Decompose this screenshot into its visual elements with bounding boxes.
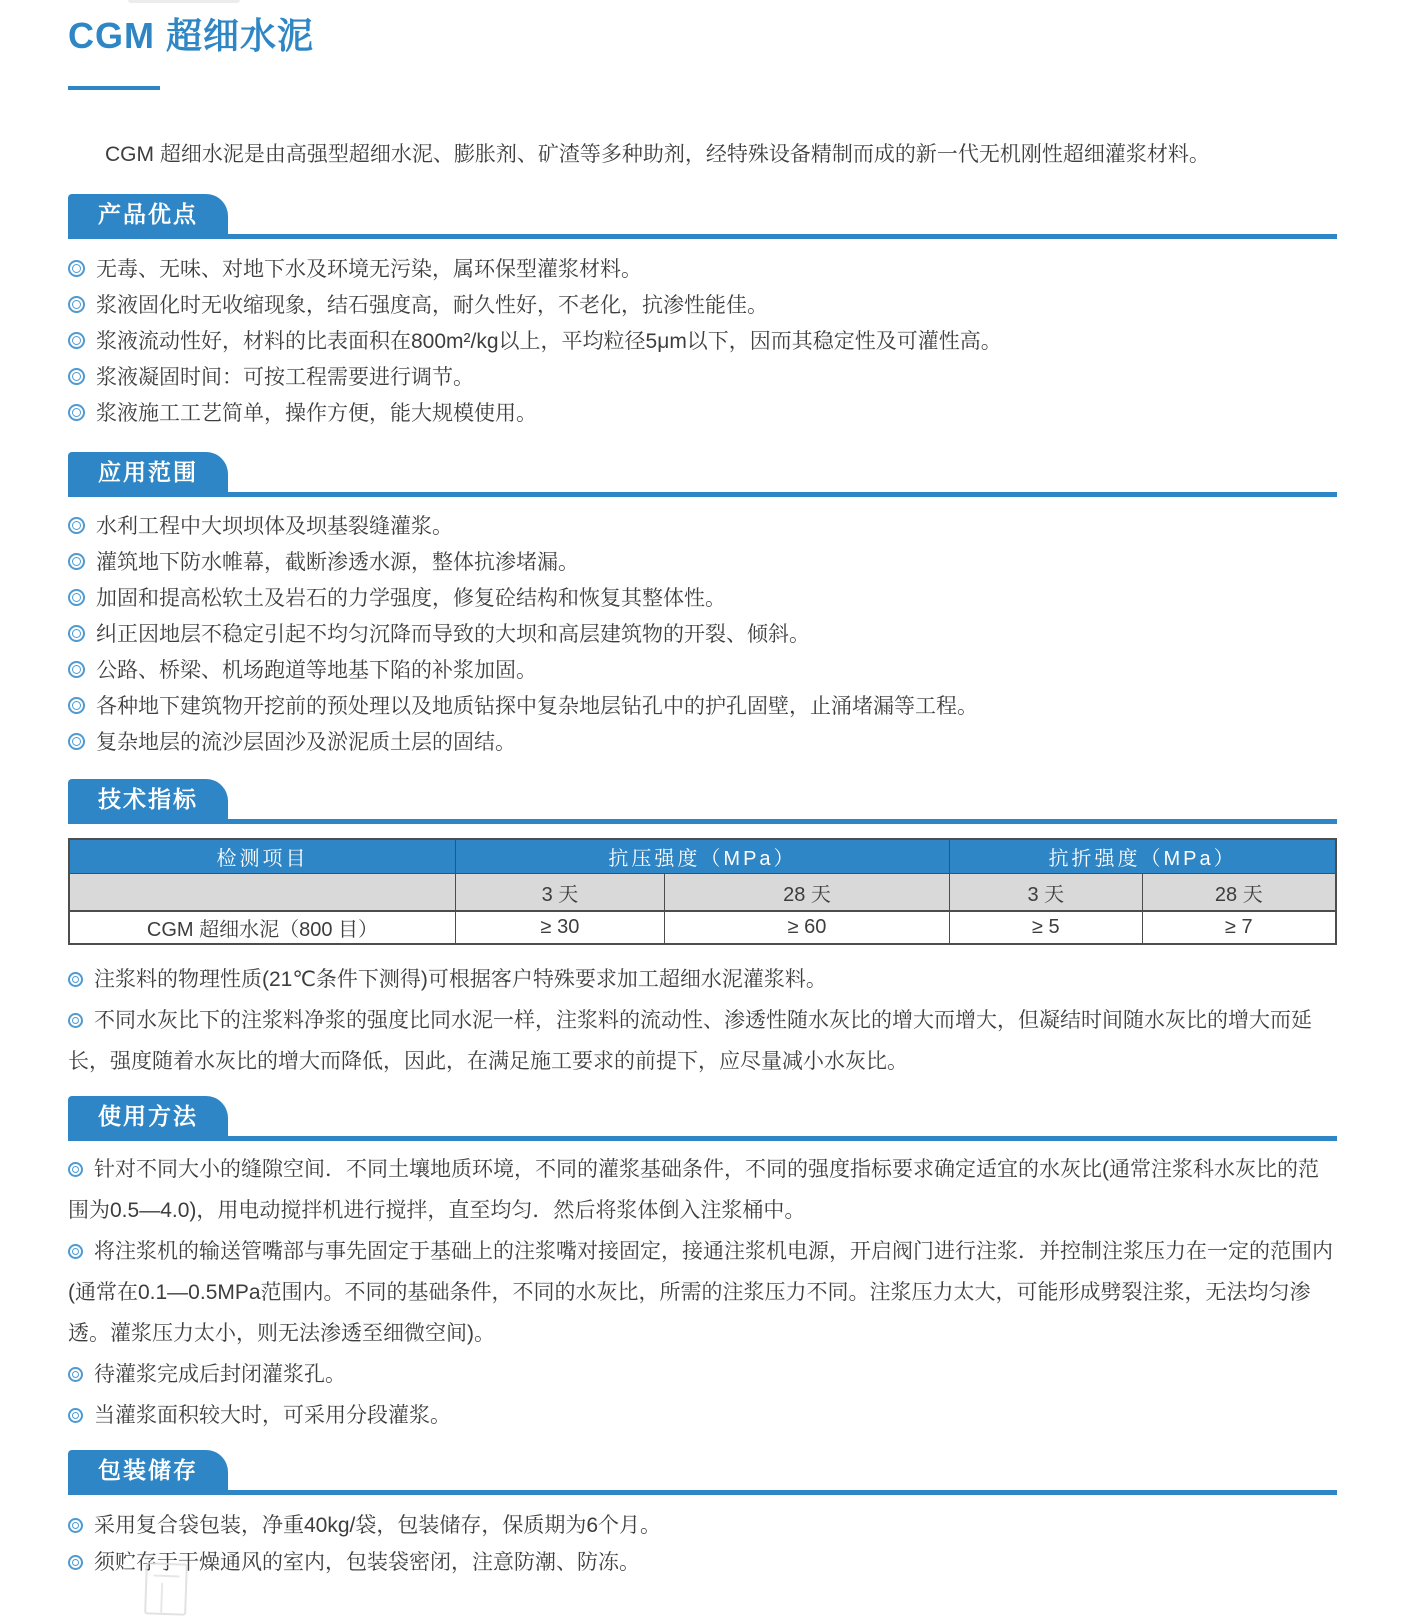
list-item-text: 浆液固化时无收缩现象，结石强度高，耐久性好，不老化，抗渗性能佳。 — [96, 294, 768, 317]
note-paragraph — [68, 1000, 1337, 1082]
list-item — [68, 509, 1337, 545]
table-row — [69, 911, 1336, 944]
table-subheader-row — [69, 874, 1336, 912]
bullet-icon — [68, 589, 85, 606]
applications-list — [68, 509, 1337, 761]
note-paragraph — [68, 959, 1337, 1000]
bullet-icon — [68, 1555, 83, 1570]
list-item-text: 复杂地层的流沙层固沙及淤泥质土层的固结。 — [96, 731, 516, 754]
bullet-icon — [68, 625, 85, 642]
table-subheader-3d: 3 天 — [950, 874, 1143, 912]
table-subheader-empty — [69, 874, 455, 912]
note-text: 不同水灰比下的注浆料净浆的强度比同水泥一样，注浆料的流动性、渗透性随水灰比的增大而增大，但凝结时间随水灰比的增大而延长，强度随着水灰比的增大而降低，因此，在满足施工要求的前提下，应尽量减小水灰比。 — [68, 1009, 1312, 1073]
list-item-text: 采用复合袋包装，净重40kg/袋，包装储存，保质期为6个月。 — [94, 1514, 662, 1537]
table-header-row — [69, 839, 1336, 874]
list-item — [68, 725, 1337, 761]
table-cell-value: ≥ 7 — [1142, 911, 1336, 944]
list-item-text: 水利工程中大坝坝体及坝基裂缝灌浆。 — [96, 515, 453, 538]
bullet-icon — [68, 1518, 83, 1533]
bullet-icon — [68, 661, 85, 678]
section-rule — [68, 1136, 1337, 1141]
usage-text: 当灌浆面积较大时，可采用分段灌浆。 — [94, 1404, 451, 1427]
list-item-text: 纠正因地层不稳定引起不均匀沉降而导致的大坝和高层建筑物的开裂、倾斜。 — [96, 623, 810, 646]
list-item-text: 公路、桥梁、机场跑道等地基下陷的补浆加固。 — [96, 659, 537, 682]
bullet-icon — [68, 368, 85, 385]
bullet-icon — [68, 260, 85, 277]
table-cell-value: ≥ 60 — [664, 911, 949, 944]
note-text: 注浆料的物理性质(21℃条件下测得)可根据客户特殊要求加工超细水泥灌浆料。 — [94, 968, 827, 991]
section-header-applications — [68, 452, 1337, 497]
section-header-advantages — [68, 194, 1337, 239]
bullet-icon — [68, 517, 85, 534]
table-subheader-3d: 3 天 — [455, 874, 664, 912]
list-item-text: 浆液施工工艺简单，操作方便，能大规模使用。 — [96, 402, 537, 425]
list-item — [68, 689, 1337, 725]
usage-paragraph — [68, 1395, 1337, 1436]
list-item-text: 无毒、无味、对地下水及环境无污染，属环保型灌浆材料。 — [96, 258, 642, 281]
bullet-icon — [68, 1408, 83, 1423]
list-item-text: 各种地下建筑物开挖前的预处理以及地质钻探中复杂地层钻孔中的护孔固壁，止涌堵漏等工程。 — [96, 695, 978, 718]
bullet-icon — [68, 1367, 83, 1382]
list-item — [68, 617, 1337, 653]
table-cell-value: ≥ 5 — [950, 911, 1143, 944]
bullet-icon — [68, 733, 85, 750]
section-rule — [68, 492, 1337, 497]
table-header-compressive: 抗压强度（MPa） — [455, 839, 949, 874]
list-item — [68, 545, 1337, 581]
section-tab-specs: 技术指标 — [68, 779, 228, 819]
section-rule — [68, 234, 1337, 239]
section-tab-usage: 使用方法 — [68, 1096, 228, 1136]
title-underline — [68, 86, 160, 90]
usage-text: 针对不同大小的缝隙空间．不同土壤地质环境，不同的灌浆基础条件，不同的强度指标要求确定适宜的水灰比(通常注浆科水灰比的范围为0.5—4.0)，用电动搅拌机进行搅拌，直至均匀．然后将浆体倒入注浆桶中。 — [68, 1158, 1319, 1222]
list-item — [68, 288, 1337, 324]
list-item — [68, 360, 1337, 396]
list-item-text: 加固和提高松软土及岩石的力学强度，修复砼结构和恢复其整体性。 — [96, 587, 726, 610]
section-rule — [68, 1490, 1337, 1495]
section-tab-packaging: 包装储存 — [68, 1450, 228, 1490]
spec-table — [68, 838, 1337, 945]
list-item-text: 灌筑地下防水帷幕，截断渗透水源，整体抗渗堵漏。 — [96, 551, 579, 574]
intro-paragraph: CGM 超细水泥是由高强型超细水泥、膨胀剂、矿渣等多种助剂，经特殊设备精制而成的新一代无机刚性超细灌浆材料。 — [105, 143, 1210, 166]
section-rule — [68, 819, 1337, 824]
bullet-icon — [68, 404, 85, 421]
list-item — [68, 396, 1337, 432]
table-subheader-28d: 28 天 — [1142, 874, 1336, 912]
table-header-flexural: 抗折强度（MPa） — [950, 839, 1336, 874]
bullet-icon — [68, 332, 85, 349]
usage-paragraph — [68, 1149, 1337, 1231]
table-subheader-28d: 28 天 — [664, 874, 949, 912]
bullet-icon — [68, 1162, 83, 1177]
list-item — [68, 324, 1337, 360]
bullet-icon — [68, 697, 85, 714]
list-item-text: 浆液凝固时间：可按工程需要进行调节。 — [96, 366, 474, 389]
watermark-ghost-image — [144, 1562, 188, 1615]
bullet-icon — [68, 972, 83, 987]
table-cell-value: ≥ 30 — [455, 911, 664, 944]
bullet-icon — [68, 1244, 83, 1259]
list-item — [68, 653, 1337, 689]
list-item-text: 须贮存于干燥通风的室内，包装袋密闭，注意防潮、防冻。 — [94, 1551, 640, 1574]
list-item — [68, 252, 1337, 288]
bullet-icon — [68, 296, 85, 313]
section-header-specs — [68, 779, 1337, 824]
advantages-list — [68, 252, 1337, 432]
table-cell-product: CGM 超细水泥（800 目） — [69, 911, 455, 944]
list-item — [68, 581, 1337, 617]
usage-list — [68, 1149, 1337, 1436]
bullet-icon — [68, 1013, 83, 1028]
usage-text: 待灌浆完成后封闭灌浆孔。 — [94, 1363, 346, 1386]
section-tab-applications: 应用范围 — [68, 452, 228, 492]
spec-notes — [68, 959, 1337, 1082]
bullet-icon — [68, 553, 85, 570]
table-header-test-item: 检测项目 — [69, 839, 455, 874]
section-header-packaging — [68, 1450, 1337, 1495]
list-item — [68, 1544, 1337, 1581]
section-tab-advantages: 产品优点 — [68, 194, 228, 234]
list-item — [68, 1507, 1337, 1544]
list-item-text: 浆液流动性好，材料的比表面积在800m²/kg以上，平均粒径5μm以下，因而其稳定性及可灌性高。 — [96, 330, 1002, 353]
packaging-list — [68, 1507, 1337, 1581]
usage-paragraph — [68, 1354, 1337, 1395]
usage-paragraph — [68, 1231, 1337, 1354]
section-header-usage — [68, 1096, 1337, 1141]
page-title: CGM 超细水泥 — [68, 15, 314, 56]
usage-text: 将注浆机的输送管嘴部与事先固定于基础上的注浆嘴对接固定，接通注浆机电源，开启阀门进行注浆．并控制注浆压力在一定的范围内(通常在0.1—0.5MPa范围内。不同的基础条件，不同的水灰比，所需的注浆压力不同。注浆压力太大，可能形成劈裂注浆，无法均匀渗透。灌浆压力太小，则无法渗透至细微空间)。 — [68, 1240, 1333, 1345]
